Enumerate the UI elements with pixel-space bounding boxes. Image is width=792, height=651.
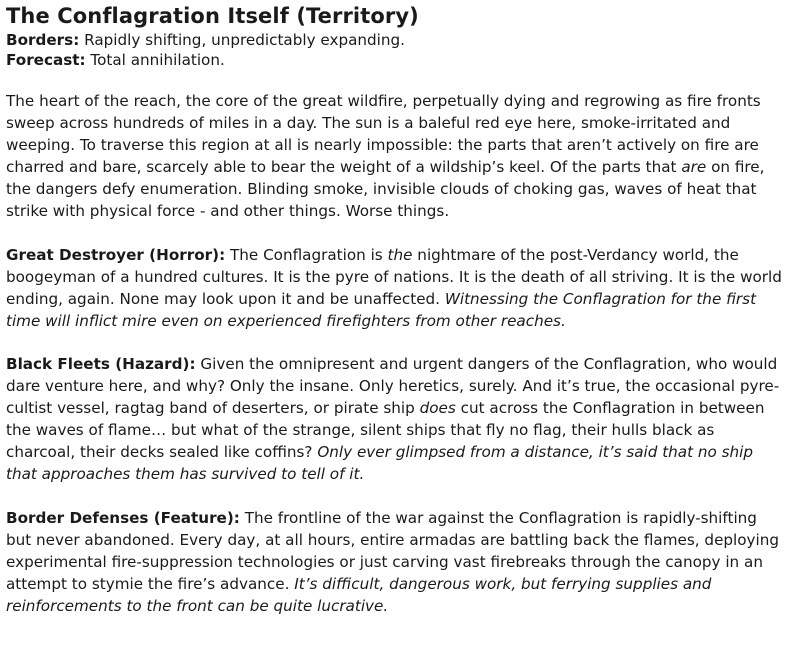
black-fleets-heading: Black Fleets (Hazard): — [6, 354, 196, 373]
intro-text-1: The heart of the reach, the core of the great wildfire, perpetually dying and regrowing as fire fronts sweep across hundreds of miles in a day. The sun is a baleful red eye here, smoke-irritated and weeping. To traverse this region at all is nearly impossible: the parts that aren’t actively on fire are charred and bare, scarcely able to bear the weight of a wildship’s keel. Of the parts that — [6, 92, 761, 177]
great-destroyer-heading: Great Destroyer (Horror): — [6, 245, 226, 264]
intro-text-2: on fire, the dangers defy enumeration. Blinding smoke, invisible clouds of choking gas, waves of heat that strike with physical force - and other things. Worse things. — [6, 158, 765, 221]
black-fleets-text-1: Given the omnipresent and urgent dangers of the Conflagration, who would dare venture here, and why? Only the insane. Only heretics, surely. And it’s true, the occasional pyre-cultist vessel, ragtag band of deserters, or pirate ship — [6, 354, 780, 418]
great-destroyer-italic-note: Witnessing the Conflagration for the first time will inflict mire even on experienced firefighters from other reaches. — [6, 289, 757, 330]
borders-value: Rapidly shifting, unpredictably expanding. — [79, 31, 405, 49]
borders-label: Borders: — [6, 31, 80, 49]
border-defenses-paragraph — [6, 507, 782, 617]
forecast-label: Forecast: — [6, 51, 86, 69]
border-defenses-heading: Border Defenses (Feature): — [6, 508, 240, 527]
intro-paragraph — [6, 90, 782, 223]
border-defenses-text-1: The frontline of the war against the Conflagration is rapidly-shifting but never abandoned. Every day, at all hours, entire armadas are battling back the flames, deploying experimental fire-suppression technologies or just carving vast firebreaks through the canopy in an attempt to stymie the fire’s advance. — [6, 508, 780, 593]
great-destroyer-paragraph — [6, 244, 782, 332]
spacer — [6, 486, 782, 507]
black-fleets-italic-note: Only ever glimpsed from a distance, it’s said that no ship that approaches them has survived to tell of it. — [6, 443, 754, 484]
great-destroyer-text-1: The Conflagration is — [225, 245, 388, 264]
spacer — [6, 70, 782, 90]
black-fleets-text-2: cut across the Conflagration in between the waves of flame… but what of the strange, silent ships that fly no flag, their hulls black as charcoal, their decks sealed like coffins? — [6, 399, 765, 462]
forecast-line — [6, 50, 782, 70]
great-destroyer-emphasis: the — [387, 245, 413, 264]
great-destroyer-text-2: nightmare of the post-Verdancy world, the boogeyman of a hundred cultures. It is the pyre of nations. It is the death of all striving. It is the world ending, again. None may look upon it and be unaffected. — [6, 245, 782, 308]
spacer — [6, 332, 782, 353]
borders-line — [6, 30, 782, 50]
intro-emphasis: are — [681, 158, 707, 177]
forecast-value: Total annihilation. — [85, 51, 225, 69]
black-fleets-paragraph — [6, 353, 782, 486]
page-title: The Conflagration Itself (Territory) — [6, 4, 419, 28]
black-fleets-emphasis: does — [419, 399, 456, 418]
border-defenses-italic-note: It’s difficult, dangerous work, but ferrying supplies and reinforcements to the front can be quite lucrative. — [6, 574, 712, 615]
spacer — [6, 223, 782, 244]
